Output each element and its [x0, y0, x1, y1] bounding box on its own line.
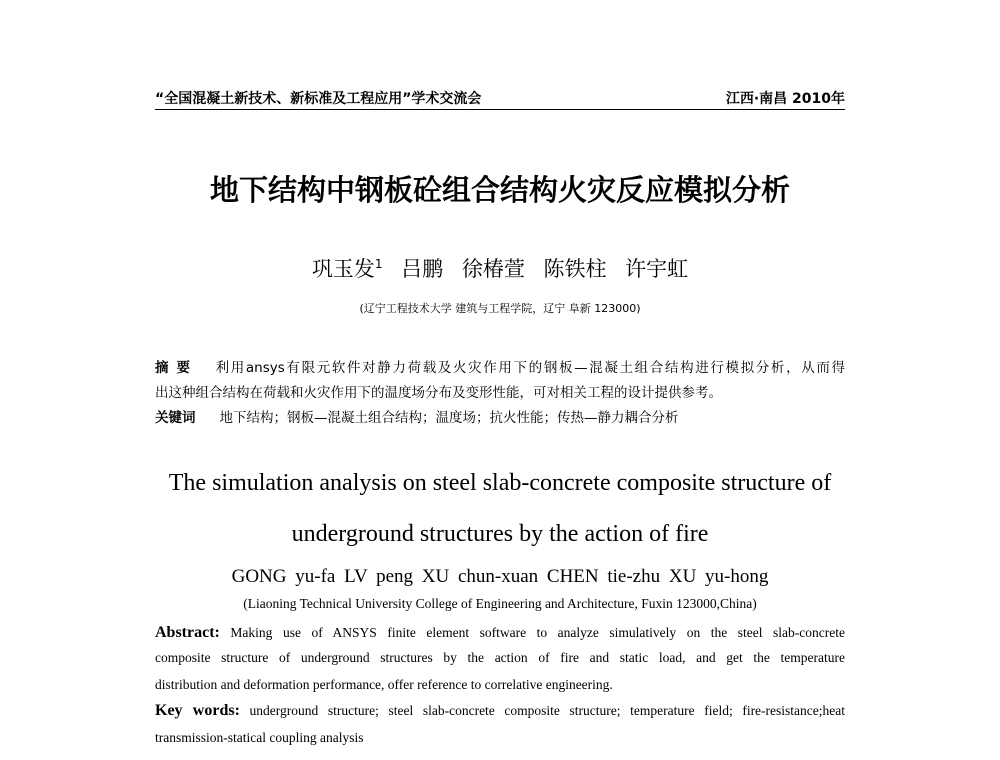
keywords-en-line2: transmission-statical coupling analysis: [155, 730, 364, 745]
title-en-line1: The simulation analysis on steel slab-concrete composite structure of: [168, 470, 832, 496]
header-rule: [155, 109, 845, 110]
abstract-en-line2: composite structure of underground structures by the action of fire and static load, and get the temperature: [155, 650, 845, 665]
title-en-line2: underground structures by the action of fire: [291, 521, 709, 547]
authors-en: GONG yu-fa LV peng XU chun-xuan CHEN tie-zhu XU yu-hong: [231, 566, 769, 587]
author-first: 巩玉发: [311, 257, 375, 281]
running-header: [155, 88, 845, 108]
abstract-en-label: Abstract:: [155, 624, 220, 641]
keywords-cn-text: 地下结构；钢板—混凝土组合结构；温度场；抗火性能；传热—静力耦合分析: [219, 410, 679, 426]
authors-cn: [155, 253, 845, 283]
abstract-en-line1: [155, 624, 845, 642]
abstract-en-line3: distribution and deformation performance, offer reference to correlative engineering.: [155, 677, 613, 692]
keywords-en-line1: [155, 702, 845, 720]
author-rest: 吕鹏 徐椿萱 陈铁柱 许宇虹: [401, 257, 689, 281]
abstract-cn-line1: [155, 356, 845, 376]
abstract-cn-line2: 出这种组合结构在荷载和火灾作用下的温度场分布及变形性能，可对相关工程的设计提供参考。: [155, 385, 722, 401]
abstract-en-text: Making use of ANSYS finite element software to analyze simulatively on the steel slab-concrete: [230, 625, 846, 640]
conference-location: 江西·南昌 2010年: [725, 91, 845, 107]
keywords-en-label: Key words:: [155, 702, 240, 719]
title-cn: 地下结构中钢板砼组合结构火灾反应模拟分析: [209, 173, 790, 207]
conference-name: “全国混凝土新技术、新标准及工程应用”学术交流会: [155, 91, 482, 107]
keywords-cn-label: 关键词: [155, 410, 196, 426]
affiliation-en: (Liaoning Technical University College of Engineering and Architecture, Fuxin 123000,China): [243, 596, 757, 611]
abstract-cn-label: 摘 要: [155, 360, 192, 376]
keywords-en-text: underground structure; steel slab-concrete composite structure; temperature field; fire-resistance;heat: [249, 703, 846, 718]
affiliation-cn: (辽宁工程技术大学 建筑与工程学院，辽宁 阜新 123000): [359, 302, 641, 315]
abstract-cn-text: 利用ansys有限元软件对静力荷载及火灾作用下的钢板—混凝土组合结构进行模拟分析，从而得: [215, 360, 845, 376]
keywords-cn: [155, 406, 845, 426]
author-sup: 1: [374, 257, 383, 271]
